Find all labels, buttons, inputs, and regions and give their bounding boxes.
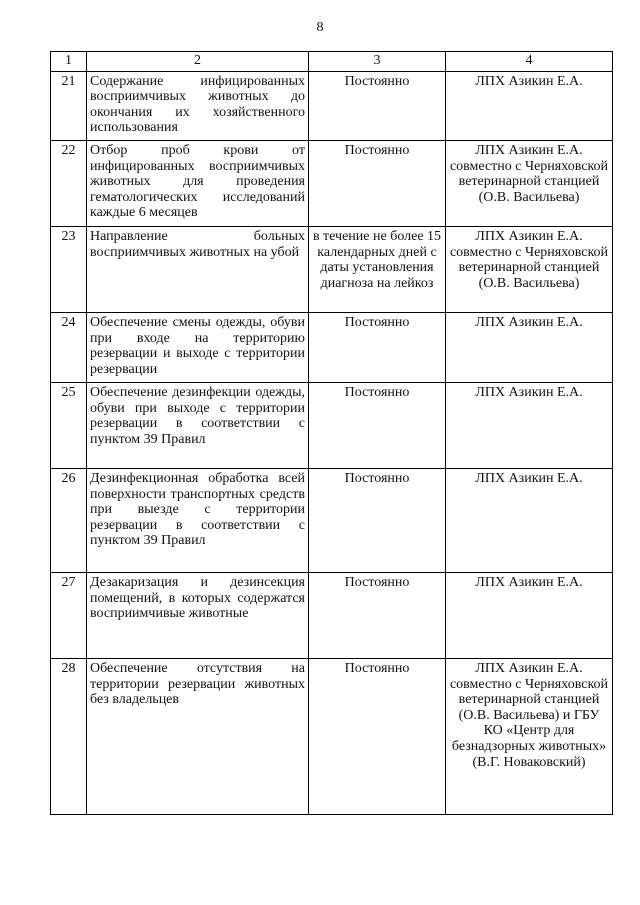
row-responsible: ЛПХ Азикин Е.А.	[446, 71, 613, 140]
row-term: Постоянно	[309, 312, 446, 382]
table-row	[51, 572, 613, 658]
table-row	[51, 658, 613, 814]
table-row	[51, 140, 613, 226]
table-header-row	[51, 52, 613, 72]
row-responsible: ЛПХ Азикин Е.А.	[446, 312, 613, 382]
row-number: 24	[51, 312, 87, 382]
table-row	[51, 312, 613, 382]
measures-table	[50, 51, 613, 815]
row-number: 25	[51, 382, 87, 468]
row-responsible: ЛПХ Азикин Е.А.	[446, 468, 613, 572]
table-row	[51, 71, 613, 140]
row-term: Постоянно	[309, 658, 446, 814]
row-action: Обеспечение дезинфекции одежды, обуви при выходе с территории резервации в соответствии с пунктом 39 Правил	[87, 382, 309, 468]
row-term: Постоянно	[309, 140, 446, 226]
row-action: Обеспечение смены одежды, обуви при входе на территорию резервации и выходе с территории резервации	[87, 312, 309, 382]
header-col-1: 1	[51, 52, 87, 72]
row-action: Направление больных восприимчивых животных на убой	[87, 226, 309, 312]
row-term: Постоянно	[309, 468, 446, 572]
row-number: 28	[51, 658, 87, 814]
row-responsible: ЛПХ Азикин Е.А. совместно с Черняховской ветеринарной станцией (О.В. Васильева)	[446, 226, 613, 312]
row-number: 22	[51, 140, 87, 226]
row-action: Отбор проб крови от инфицированных восприимчивых животных для проведения гематологических исследований каждые 6 месяцев	[87, 140, 309, 226]
row-responsible: ЛПХ Азикин Е.А. совместно с Черняховской ветеринарной станцией (О.В. Васильева)	[446, 140, 613, 226]
row-term: в течение не более 15 календарных дней с даты установления диагноза на лейкоз	[309, 226, 446, 312]
row-action: Обеспечение отсутствия на территории резервации животных без владельцев	[87, 658, 309, 814]
row-action: Дезинфекционная обработка всей поверхности транспортных средств при выезде с территории резервации в соответствии с пунктом 39 Правил	[87, 468, 309, 572]
row-term: Постоянно	[309, 572, 446, 658]
row-number: 26	[51, 468, 87, 572]
header-col-3: 3	[309, 52, 446, 72]
row-number: 21	[51, 71, 87, 140]
row-term: Постоянно	[309, 71, 446, 140]
header-col-4: 4	[446, 52, 613, 72]
table-row	[51, 382, 613, 468]
table-row	[51, 226, 613, 312]
row-term: Постоянно	[309, 382, 446, 468]
row-action: Содержание инфицированных восприимчивых животных до окончания их хозяйственного использования	[87, 71, 309, 140]
page-number: 8	[316, 20, 324, 35]
row-responsible: ЛПХ Азикин Е.А. совместно с Черняховской ветеринарной станцией (О.В. Васильева) и ГБУ КО «Центр для безнадзорных животных» (В.Г. Новаковский)	[446, 658, 613, 814]
header-col-2: 2	[87, 52, 309, 72]
table-row	[51, 468, 613, 572]
row-action: Дезакаризация и дезинсекция помещений, в которых содержатся восприимчивые животные	[87, 572, 309, 658]
row-number: 23	[51, 226, 87, 312]
row-number: 27	[51, 572, 87, 658]
row-responsible: ЛПХ Азикин Е.А.	[446, 382, 613, 468]
row-responsible: ЛПХ Азикин Е.А.	[446, 572, 613, 658]
